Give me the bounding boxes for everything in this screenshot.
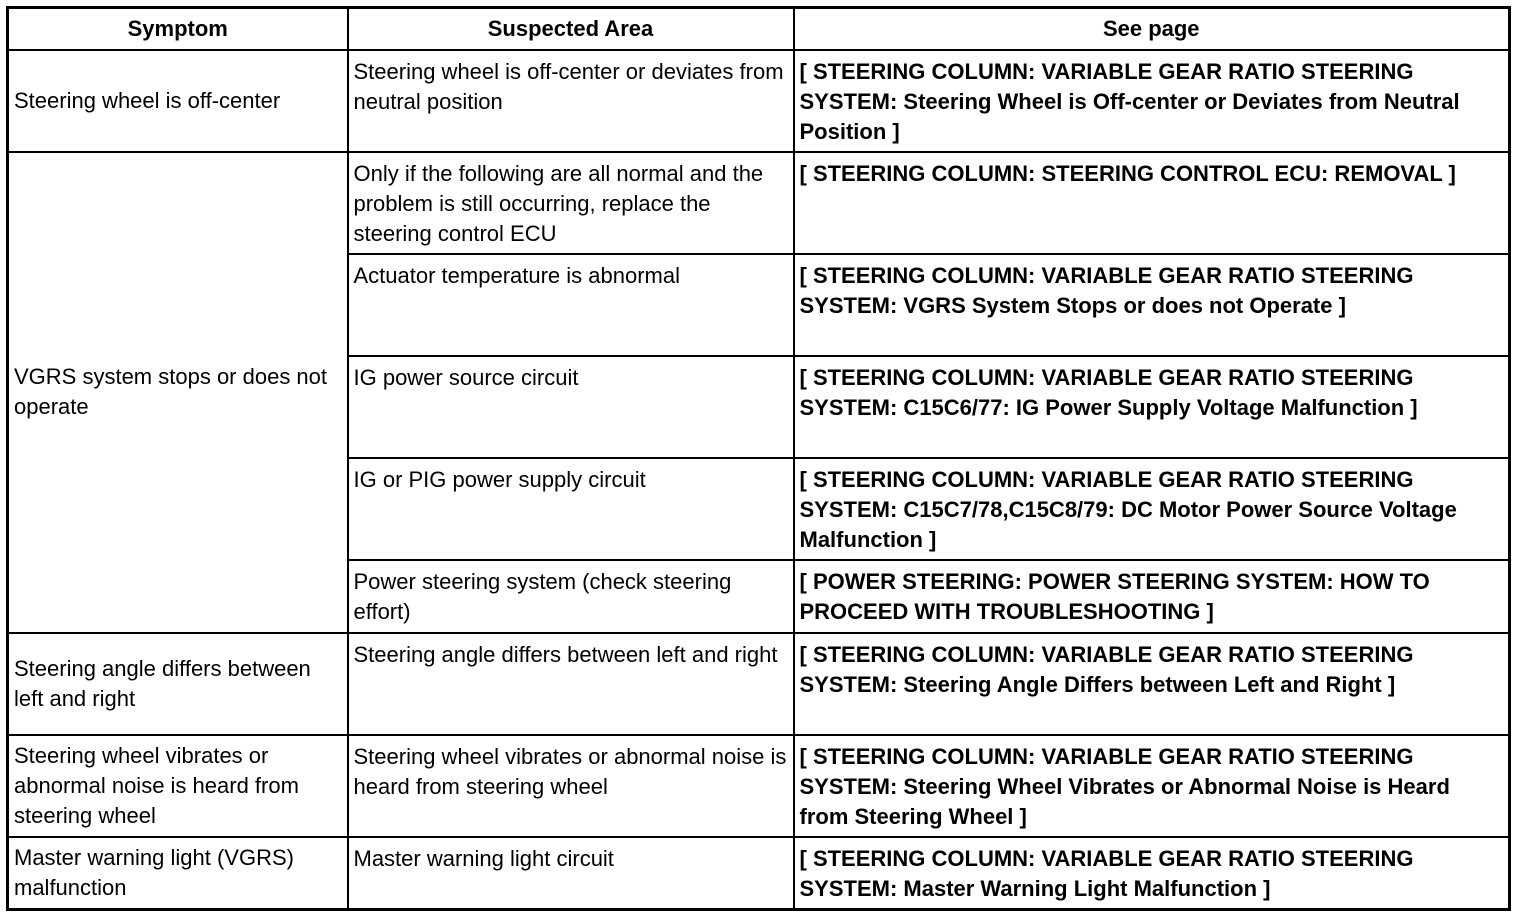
table-row <box>8 735 1510 837</box>
table-row <box>8 633 1510 735</box>
suspected-area-cell: IG or PIG power supply circuit <box>348 458 794 560</box>
header-see-page: See page <box>794 8 1510 50</box>
problem-symptoms-table <box>6 6 1511 911</box>
suspected-area-cell: Steering wheel is off-center or deviates from neutral position <box>348 50 794 152</box>
see-page-cell: [ STEERING COLUMN: VARIABLE GEAR RATIO STEERING SYSTEM: C15C7/78,C15C8/79: DC Motor Power Source Voltage Malfunction ] <box>794 458 1510 560</box>
symptom-cell: Steering angle differs between left and right <box>8 633 348 735</box>
header-row <box>8 8 1510 50</box>
table-row <box>8 837 1510 910</box>
symptom-cell: Master warning light (VGRS) malfunction <box>8 837 348 910</box>
see-page-cell: [ STEERING COLUMN: VARIABLE GEAR RATIO STEERING SYSTEM: C15C6/77: IG Power Supply Voltage Malfunction ] <box>794 356 1510 458</box>
suspected-area-cell: Steering angle differs between left and right <box>348 633 794 735</box>
see-page-cell: [ STEERING COLUMN: VARIABLE GEAR RATIO STEERING SYSTEM: Steering Wheel Vibrates or Abnormal Noise is Heard from Steering Wheel ] <box>794 735 1510 837</box>
see-page-cell: [ STEERING COLUMN: VARIABLE GEAR RATIO STEERING SYSTEM: Steering Wheel is Off-center or Deviates from Neutral Position ] <box>794 50 1510 152</box>
table-row <box>8 50 1510 152</box>
see-page-cell: [ STEERING COLUMN: STEERING CONTROL ECU: REMOVAL ] <box>794 152 1510 254</box>
header-symptom: Symptom <box>8 8 348 50</box>
see-page-cell: [ STEERING COLUMN: VARIABLE GEAR RATIO STEERING SYSTEM: VGRS System Stops or does not Operate ] <box>794 254 1510 356</box>
see-page-cell: [ STEERING COLUMN: VARIABLE GEAR RATIO STEERING SYSTEM: Master Warning Light Malfunction ] <box>794 837 1510 910</box>
see-page-cell: [ STEERING COLUMN: VARIABLE GEAR RATIO STEERING SYSTEM: Steering Angle Differs between Left and Right ] <box>794 633 1510 735</box>
table-row <box>8 152 1510 254</box>
header-suspected-area: Suspected Area <box>348 8 794 50</box>
suspected-area-cell: IG power source circuit <box>348 356 794 458</box>
symptom-cell: Steering wheel is off-center <box>8 50 348 152</box>
see-page-cell: [ POWER STEERING: POWER STEERING SYSTEM: HOW TO PROCEED WITH TROUBLESHOOTING ] <box>794 560 1510 633</box>
suspected-area-cell: Master warning light circuit <box>348 837 794 910</box>
suspected-area-cell: Only if the following are all normal and the problem is still occurring, replace the steering control ECU <box>348 152 794 254</box>
suspected-area-cell: Power steering system (check steering effort) <box>348 560 794 633</box>
symptom-cell: Steering wheel vibrates or abnormal noise is heard from steering wheel <box>8 735 348 837</box>
symptom-cell: VGRS system stops or does not operate <box>8 152 348 633</box>
suspected-area-cell: Steering wheel vibrates or abnormal noise is heard from steering wheel <box>348 735 794 837</box>
suspected-area-cell: Actuator temperature is abnormal <box>348 254 794 356</box>
